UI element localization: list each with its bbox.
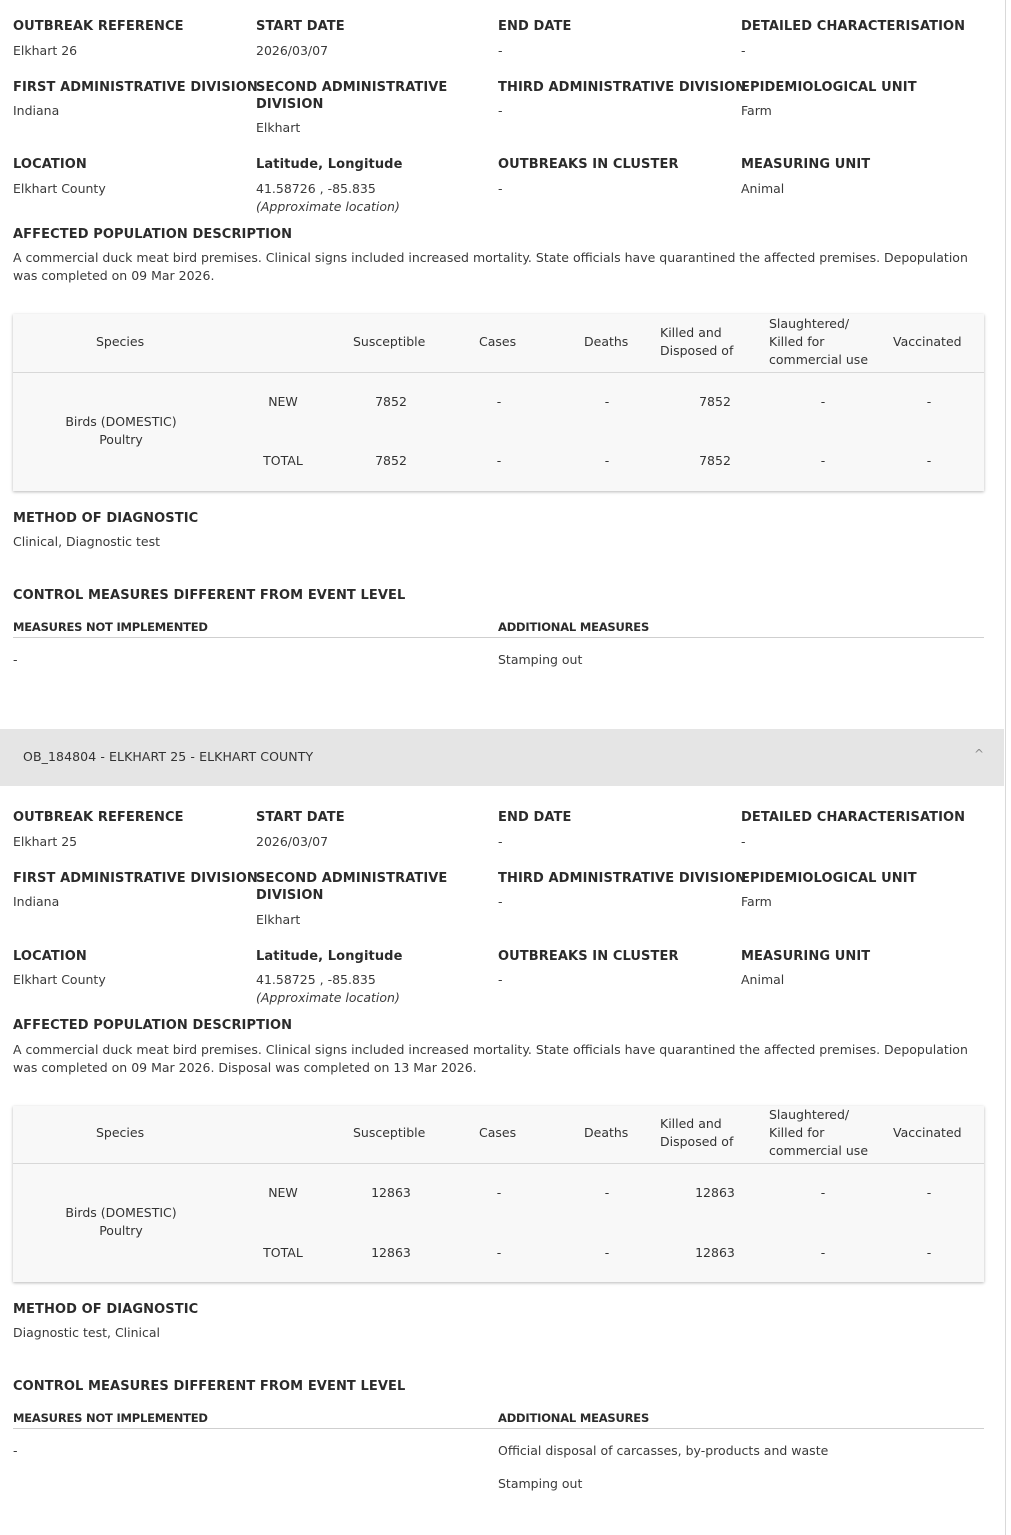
- measuring-unit-label: MEASURING UNIT: [741, 157, 871, 172]
- second-admin-label-line1: SECOND ADMINISTRATIVE: [256, 871, 448, 886]
- third-admin-value: -: [498, 894, 503, 909]
- row-total-killed: 7852: [699, 453, 731, 468]
- measures-divider-right: [498, 637, 984, 638]
- first-admin-label: FIRST ADMINISTRATIVE DIVISION: [13, 871, 258, 886]
- row-new-cases: -: [496, 394, 502, 409]
- row-new-label: NEW: [268, 1185, 298, 1200]
- approx-location-note: (Approximate location): [256, 990, 400, 1005]
- end-date-label: END DATE: [498, 19, 572, 34]
- outbreaks-in-cluster-label: OUTBREAKS IN CLUSTER: [498, 157, 679, 172]
- page-right-border: [1005, 0, 1006, 1535]
- second-admin-label-line1: SECOND ADMINISTRATIVE: [256, 80, 448, 95]
- measuring-unit-value: Animal: [741, 972, 785, 987]
- detailed-characterisation-label: DETAILED CHARACTERISATION: [741, 810, 966, 825]
- additional-measure-item: Stamping out: [498, 652, 583, 667]
- row-new-killed: 7852: [699, 394, 731, 409]
- col-slaughtered-line3: commercial use: [769, 1143, 869, 1158]
- measures-divider-right: [498, 1428, 984, 1429]
- measuring-unit-label: MEASURING UNIT: [741, 949, 871, 964]
- species-name-line1: Birds (DOMESTIC): [65, 1205, 177, 1220]
- header-divider: [13, 1163, 984, 1164]
- species-name-line2: Poultry: [99, 432, 143, 447]
- affected-population-description: A commercial duck meat bird premises. Clinical signs included increased mortality. State officials have quarantined the affected premises. Depopulation was completed on 09 Mar 2026.: [13, 250, 968, 283]
- additional-measures-label: ADDITIONAL MEASURES: [498, 1411, 650, 1425]
- col-slaughtered-line1: Slaughtered/: [769, 316, 850, 331]
- outbreak-reference-value: Elkhart 25: [13, 834, 78, 849]
- row-total-cases: -: [496, 1245, 502, 1260]
- row-total-vaccinated: -: [926, 1245, 932, 1260]
- row-total-vaccinated: -: [926, 453, 932, 468]
- row-new-vaccinated: -: [926, 394, 932, 409]
- row-new-susceptible: 12863: [371, 1185, 411, 1200]
- col-slaughtered-line2: Killed for: [769, 334, 825, 349]
- row-new-deaths: -: [604, 394, 610, 409]
- location-label: LOCATION: [13, 157, 87, 172]
- detailed-characterisation-value: -: [741, 43, 746, 58]
- col-species: Species: [96, 1125, 145, 1140]
- start-date-label: START DATE: [256, 810, 345, 825]
- start-date-value: 2026/03/07: [256, 43, 329, 58]
- method-diagnostic-label: METHOD OF DIAGNOSTIC: [13, 1302, 199, 1317]
- approx-location-note: (Approximate location): [256, 199, 400, 214]
- species-name-line2: Poultry: [99, 1223, 143, 1238]
- col-slaughtered-line3: commercial use: [769, 352, 869, 367]
- end-date-label: END DATE: [498, 810, 572, 825]
- additional-measure-item: Stamping out: [498, 1476, 583, 1491]
- outbreak-reference-label: OUTBREAK REFERENCE: [13, 810, 184, 825]
- col-deaths: Deaths: [584, 334, 629, 349]
- species-table: [13, 314, 984, 491]
- col-killed-line2: Disposed of: [660, 1134, 734, 1149]
- row-new-cases: -: [496, 1185, 502, 1200]
- second-admin-value: Elkhart: [256, 912, 301, 927]
- additional-measures-label: ADDITIONAL MEASURES: [498, 620, 650, 634]
- col-species: Species: [96, 334, 145, 349]
- species-name-line1: Birds (DOMESTIC): [65, 414, 177, 429]
- col-cases: Cases: [479, 334, 517, 349]
- detailed-characterisation-label: DETAILED CHARACTERISATION: [741, 19, 966, 34]
- latlon-value: 41.58726 , -85.835: [256, 181, 376, 196]
- third-admin-value: -: [498, 103, 503, 118]
- detailed-characterisation-value: -: [741, 834, 746, 849]
- outbreak-accordion-header[interactable]: [0, 729, 1004, 786]
- outbreak-reference-value: Elkhart 26: [13, 43, 78, 58]
- col-susceptible: Susceptible: [353, 334, 426, 349]
- epi-unit-value: Farm: [741, 103, 772, 118]
- row-total-susceptible: 7852: [375, 453, 407, 468]
- col-vaccinated: Vaccinated: [893, 334, 962, 349]
- row-new-susceptible: 7852: [375, 394, 407, 409]
- latlon-label: Latitude, Longitude: [256, 949, 403, 964]
- measuring-unit-value: Animal: [741, 181, 785, 196]
- col-killed-line1: Killed and: [660, 1116, 722, 1131]
- col-slaughtered-line2: Killed for: [769, 1125, 825, 1140]
- affected-population-label: AFFECTED POPULATION DESCRIPTION: [13, 1018, 293, 1033]
- location-value: Elkhart County: [13, 181, 106, 196]
- affected-population-description: A commercial duck meat bird premises. Clinical signs included increased mortality. State officials have quarantined the affected premises. Depopulation was completed on 09 Mar 2026. Disposal was completed on 13 Mar 2026.: [13, 1042, 968, 1075]
- outbreaks-in-cluster-value: -: [498, 181, 503, 196]
- location-value: Elkhart County: [13, 972, 106, 987]
- second-admin-label-line2: DIVISION: [256, 97, 324, 112]
- latlon-value: 41.58725 , -85.835: [256, 972, 376, 987]
- col-killed-line1: Killed and: [660, 325, 722, 340]
- method-diagnostic-label: METHOD OF DIAGNOSTIC: [13, 511, 199, 526]
- measures-divider-left: [13, 637, 499, 638]
- method-diagnostic-value: Clinical, Diagnostic test: [13, 534, 161, 549]
- row-total-susceptible: 12863: [371, 1245, 411, 1260]
- measures-not-implemented-label: MEASURES NOT IMPLEMENTED: [13, 620, 208, 634]
- third-admin-label: THIRD ADMINISTRATIVE DIVISION: [498, 80, 747, 95]
- row-total-cases: -: [496, 453, 502, 468]
- header-divider: [13, 372, 984, 373]
- col-cases: Cases: [479, 1125, 517, 1140]
- row-new-vaccinated: -: [926, 1185, 932, 1200]
- row-total-label: TOTAL: [263, 453, 303, 468]
- row-total-deaths: -: [604, 1245, 610, 1260]
- row-new-slaughtered: -: [820, 1185, 826, 1200]
- row-new-label: NEW: [268, 394, 298, 409]
- first-admin-value: Indiana: [13, 103, 60, 118]
- col-deaths: Deaths: [584, 1125, 629, 1140]
- end-date-value: -: [498, 834, 503, 849]
- col-susceptible: Susceptible: [353, 1125, 426, 1140]
- end-date-value: -: [498, 43, 503, 58]
- chevron-up-icon[interactable]: ^: [973, 747, 984, 761]
- third-admin-label: THIRD ADMINISTRATIVE DIVISION: [498, 871, 747, 886]
- start-date-value: 2026/03/07: [256, 834, 329, 849]
- epi-unit-label: EPIDEMIOLOGICAL UNIT: [741, 80, 917, 95]
- row-new-killed: 12863: [695, 1185, 735, 1200]
- row-total-slaughtered: -: [820, 453, 826, 468]
- control-measures-label: CONTROL MEASURES DIFFERENT FROM EVENT LEVEL: [13, 588, 406, 603]
- method-diagnostic-value: Diagnostic test, Clinical: [13, 1325, 161, 1340]
- location-label: LOCATION: [13, 949, 87, 964]
- second-admin-label-line2: DIVISION: [256, 888, 324, 903]
- outbreak-reference-label: OUTBREAK REFERENCE: [13, 19, 184, 34]
- epi-unit-label: EPIDEMIOLOGICAL UNIT: [741, 871, 917, 886]
- col-killed-line2: Disposed of: [660, 343, 734, 358]
- col-slaughtered-line1: Slaughtered/: [769, 1107, 850, 1122]
- latlon-label: Latitude, Longitude: [256, 157, 403, 172]
- outbreaks-in-cluster-value: -: [498, 972, 503, 987]
- col-vaccinated: Vaccinated: [893, 1125, 962, 1140]
- row-total-deaths: -: [604, 453, 610, 468]
- outbreaks-in-cluster-label: OUTBREAKS IN CLUSTER: [498, 949, 679, 964]
- row-total-slaughtered: -: [820, 1245, 826, 1260]
- row-total-label: TOTAL: [263, 1245, 303, 1260]
- row-total-killed: 12863: [695, 1245, 735, 1260]
- row-new-deaths: -: [604, 1185, 610, 1200]
- additional-measure-item: Official disposal of carcasses, by-products and waste: [498, 1443, 829, 1458]
- measures-divider-left: [13, 1428, 499, 1429]
- accordion-title: OB_184804 - ELKHART 25 - ELKHART COUNTY: [23, 749, 314, 764]
- species-table: [13, 1106, 984, 1282]
- epi-unit-value: Farm: [741, 894, 772, 909]
- measures-not-implemented-value: -: [13, 652, 18, 667]
- second-admin-value: Elkhart: [256, 120, 301, 135]
- first-admin-label: FIRST ADMINISTRATIVE DIVISION: [13, 80, 258, 95]
- control-measures-label: CONTROL MEASURES DIFFERENT FROM EVENT LEVEL: [13, 1379, 406, 1394]
- first-admin-value: Indiana: [13, 894, 60, 909]
- row-new-slaughtered: -: [820, 394, 826, 409]
- affected-population-label: AFFECTED POPULATION DESCRIPTION: [13, 227, 293, 242]
- measures-not-implemented-label: MEASURES NOT IMPLEMENTED: [13, 1411, 208, 1425]
- start-date-label: START DATE: [256, 19, 345, 34]
- measures-not-implemented-value: -: [13, 1443, 18, 1458]
